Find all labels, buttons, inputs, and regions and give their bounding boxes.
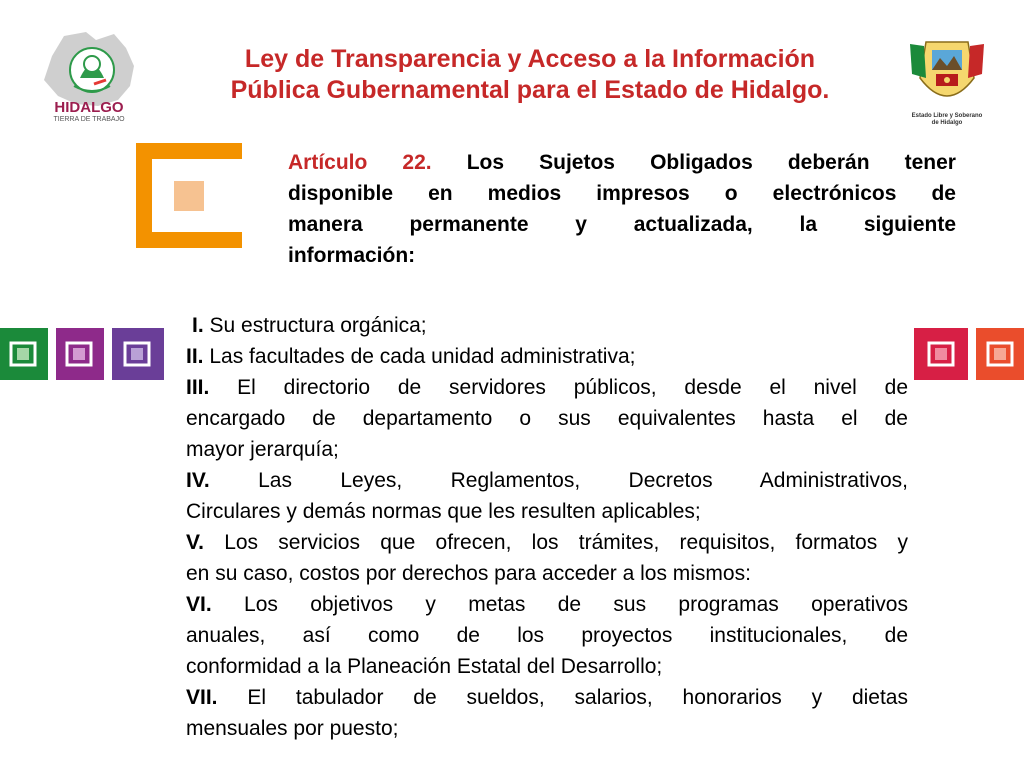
list-item-continuation: encargado de departamento o sus equivalentes hasta el de — [186, 407, 908, 430]
list-item: VI. Los objetivos y metas de sus programas operativos — [186, 593, 908, 616]
seal-caption — [900, 113, 994, 127]
seal-caption-line-1: Estado Libre y Soberano — [911, 113, 983, 119]
list-item-continuation: mensuales por puesto; — [186, 717, 399, 740]
list-item: V. Los servicios que ofrecen, los trámites, requisitos, formatos y — [186, 531, 908, 554]
article-line-1: Los Sujetos Obligados deberán tener — [466, 151, 956, 174]
article-line-2: disponible en medios impresos o electrónicos de — [288, 182, 956, 205]
article-number: Artículo 22. — [288, 151, 432, 174]
list-item: II. Las facultades de cada unidad administrativa; — [186, 345, 636, 368]
right-square-decoration — [914, 328, 1024, 380]
list-item: I. Su estructura orgánica; — [192, 314, 427, 337]
list-item-continuation: mayor jerarquía; — [186, 438, 339, 461]
hidalgo-logo-name: HIDALGO — [54, 99, 124, 116]
page-title — [180, 44, 880, 106]
left-square-decoration — [0, 328, 164, 380]
list-item-continuation: en su caso, costos por derechos para acceder a los mismos: — [186, 562, 751, 585]
list-item: III. El directorio de servidores públicos, desde el nivel de — [186, 376, 908, 399]
hidalgo-logo-tagline: TIERRA DE TRABAJO — [53, 116, 125, 123]
title-line-2: Pública Gubernamental para el Estado de Hidalgo. — [230, 76, 830, 104]
information-items-list — [186, 310, 908, 744]
seal-caption-line-2: de Hidalgo — [931, 120, 963, 126]
article-22-paragraph — [288, 147, 956, 271]
title-line-1: Ley de Transparencia y Acceso a la Información — [244, 45, 816, 73]
article-line-4: información: — [288, 244, 416, 267]
list-item-continuation: conformidad a la Planeación Estatal del Desarrollo; — [186, 655, 663, 678]
hidalgo-logo — [34, 26, 144, 126]
list-item-continuation: anuales, así como de los proyectos institucionales, de — [186, 624, 908, 647]
list-item: VII. El tabulador de sueldos, salarios, honorarios y dietas — [186, 686, 908, 709]
list-item: IV. Las Leyes, Reglamentos, Decretos Administrativos, — [186, 469, 908, 492]
list-item-continuation: Circulares y demás normas que les resulten aplicables; — [186, 500, 701, 523]
article-line-3: manera permanente y actualizada, la siguiente — [288, 213, 956, 236]
orange-bracket-decoration — [136, 143, 242, 248]
